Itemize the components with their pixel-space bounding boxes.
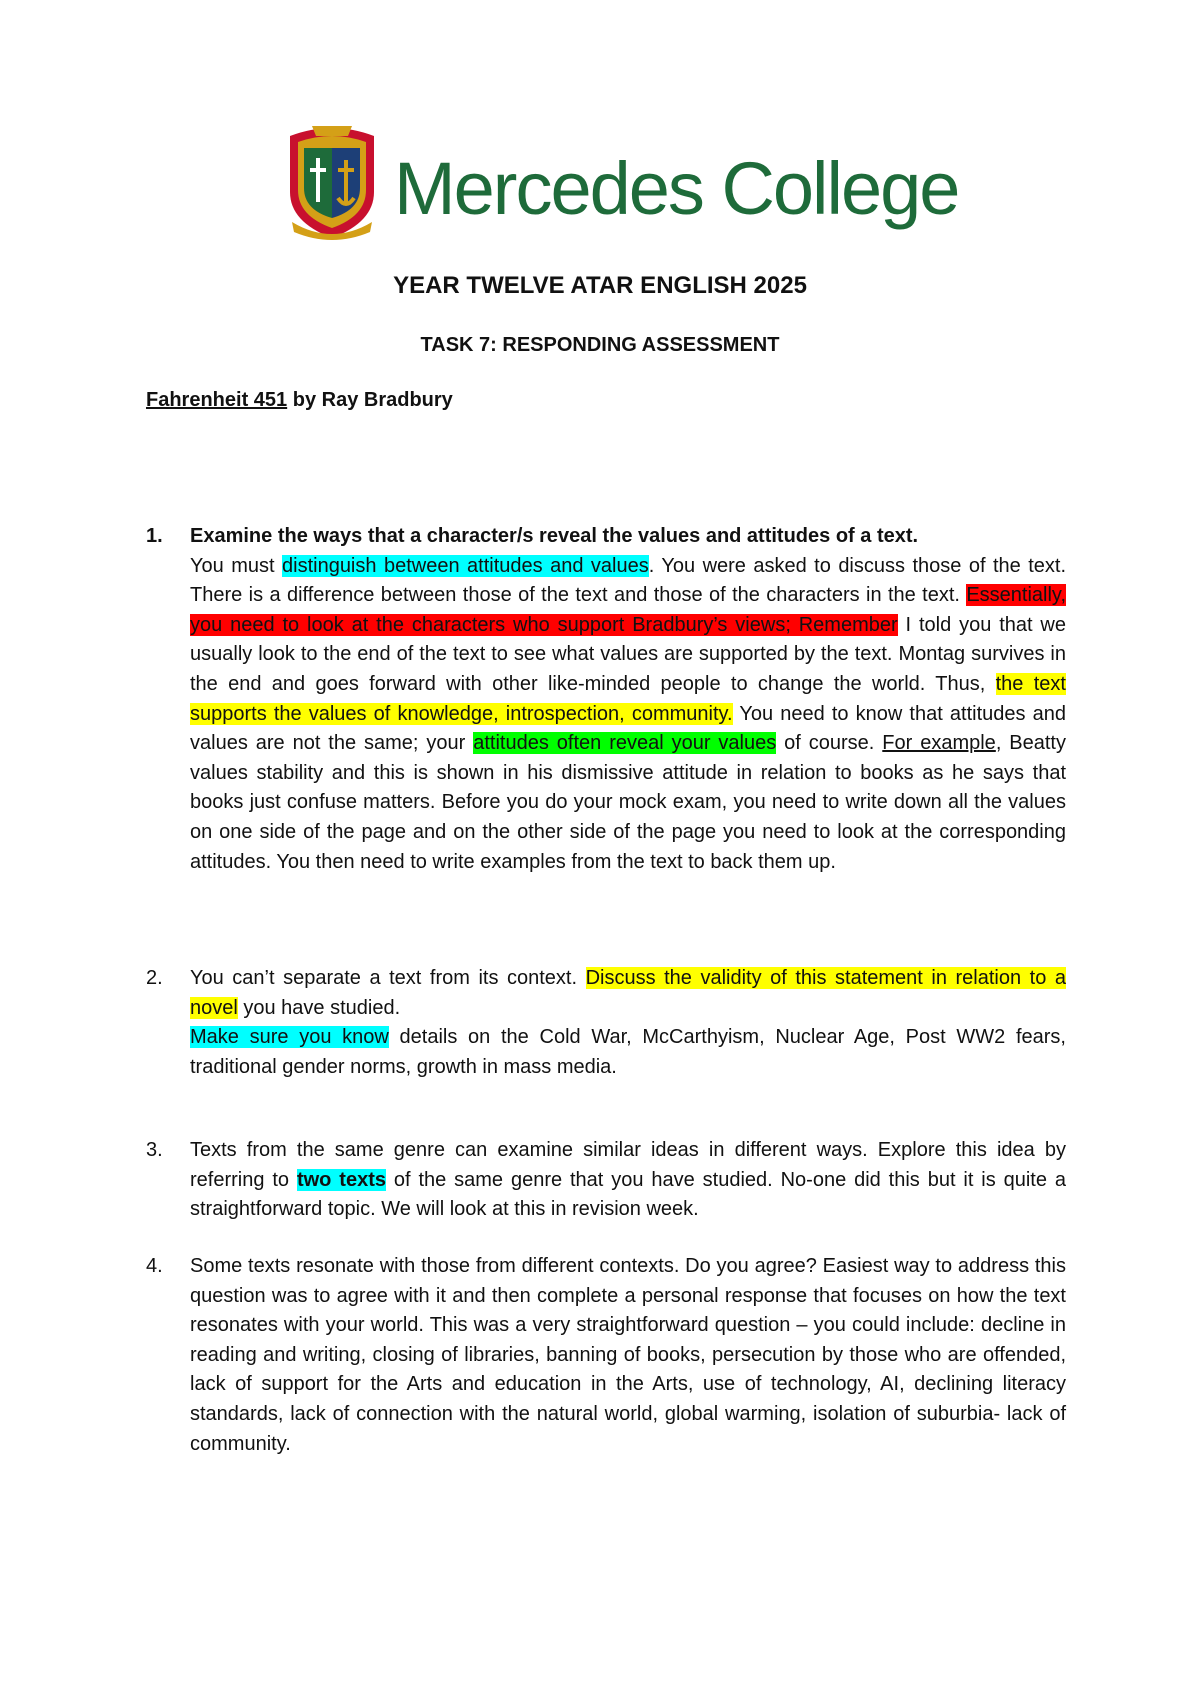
question-text [190, 964, 1066, 1023]
highlight-yellow: Discuss the validity of this statement in relation to a novel [190, 967, 1066, 1019]
text-run: , Beatty values stability and this is shown in his dismissive attitude in relation to books as he says that books just confuse matters. Before you do your mock exam, you need to write down all the values on one side of the page and on the other side of the page you need to look at the corresponding attitudes. You then need to write examples from the text to back them up. [190, 732, 1066, 873]
highlight-cyan: Make sure you know [190, 1026, 389, 1049]
text-run: You can’t separate a text from its context. [190, 967, 586, 989]
question-body [190, 522, 1066, 877]
highlight-red: Essentially, you need to look at the characters who support Bradbury’s views; Remember [190, 584, 1066, 636]
question-heading: Examine the ways that a character/s reveal the values and attitudes of a text. [190, 525, 919, 547]
question-number: 3. [146, 1139, 163, 1161]
highlight-yellow: the text supports the values of knowledge, introspection, community. [190, 672, 1066, 725]
question-text [190, 1023, 1066, 1082]
question-number: 4. [146, 1255, 163, 1277]
text-run: of course. [776, 732, 883, 755]
question-4 [146, 1252, 1066, 1459]
question-body [190, 1252, 1066, 1459]
text-reference [146, 389, 453, 412]
college-name: Mercedes College [394, 147, 959, 230]
question-2 [146, 964, 1066, 1082]
task-subtitle: TASK 7: RESPONDING ASSESSMENT [420, 334, 780, 356]
college-logo [282, 122, 959, 244]
highlight-cyan: two texts [296, 1168, 386, 1191]
document-title: YEAR TWELVE ATAR ENGLISH 2025 [393, 272, 807, 299]
question-text [190, 552, 1066, 878]
question-number: 2. [146, 967, 163, 989]
question-3 [146, 1136, 1066, 1225]
highlight-green: attitudes often reveal your values [473, 732, 777, 755]
text-run: details on the Cold War, McCarthyism, Nuclear Age, Post WW2 fears, traditional gender norms, growth in mass media. [190, 1026, 1066, 1078]
text-run: I told you that we usually look to the end of the text to see what values are supported by the text. Montag survives in the end and goes forward with other like-minded people to change the world. Thus, [190, 613, 1066, 695]
question-1 [146, 522, 1066, 877]
text-run: you have studied. [237, 996, 401, 1019]
text-title: Fahrenheit 451 [146, 389, 288, 411]
highlight-cyan: distinguish between attitudes and values [282, 554, 649, 577]
underlined-text: For example [882, 732, 996, 755]
question-body [190, 964, 1066, 1082]
question-text: Some texts resonate with those from different contexts. Do you agree? Easiest way to address this question was to agree with it and then complete a personal response that focuses on how the text resonates with your world. This was a very straightforward question – you could include: decline in reading and writing, closing of libraries, banning of books, persecution by those who are offended, lack of support for the Arts and education in the Arts, use of technology, AI, declining literacy standards, lack of connection with the natural world, global warming, isolation of suburbia- lack of community. [190, 1255, 1066, 1455]
question-text [190, 1136, 1066, 1225]
crest-icon [282, 122, 382, 244]
text-run: . You were asked to discuss those of the text. There is a difference between those of the text and those of the characters in the text. [190, 554, 1067, 607]
text-run: You must [190, 554, 282, 577]
text-author: by Ray Bradbury [287, 389, 453, 411]
text-run: You need to know that attitudes and values are not the same; your [190, 702, 1067, 755]
question-body [190, 1136, 1066, 1225]
text-run: Texts from the same genre can examine similar ideas in different ways. Explore this idea by referring to [190, 1139, 1066, 1191]
text-run: of the same genre that you have studied. No-one did this but it is quite a straightforward topic. We will look at this in revision week. [190, 1168, 1067, 1221]
question-number: 1. [146, 525, 163, 547]
